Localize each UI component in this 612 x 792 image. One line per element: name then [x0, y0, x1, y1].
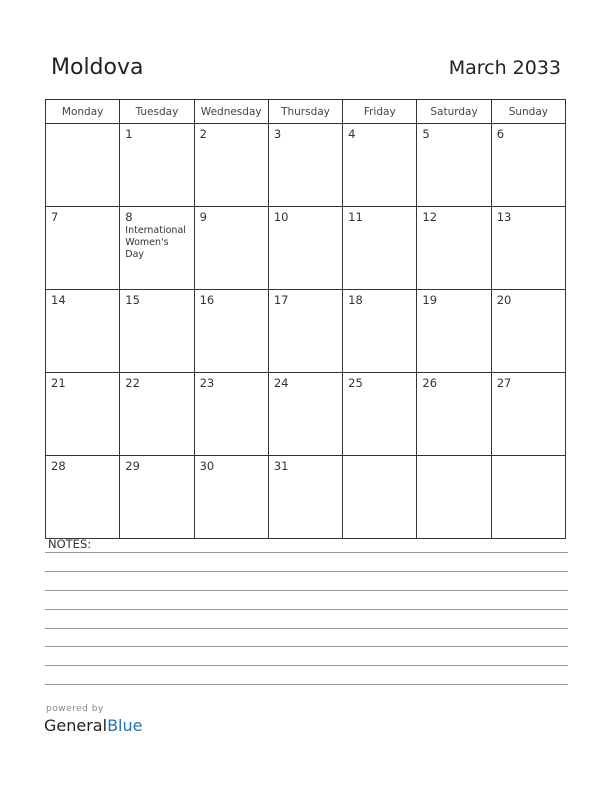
month-year-title: March 2033 [448, 57, 561, 79]
weekday-header: Wednesday [194, 100, 268, 124]
day-number: 28 [51, 459, 66, 473]
day-number: 1 [125, 127, 133, 141]
note-line [45, 646, 568, 647]
day-cell [194, 124, 268, 207]
day-cell [417, 207, 491, 290]
holiday-label: International Women's Day [125, 225, 186, 260]
day-cell [417, 373, 491, 456]
note-line [45, 628, 568, 629]
day-number: 16 [199, 293, 215, 307]
day-number: 14 [51, 293, 66, 307]
brand-name-part2: Blue [107, 716, 143, 735]
day-cell [46, 456, 120, 539]
weekday-header-row [46, 100, 566, 124]
day-number: 25 [348, 376, 363, 390]
note-line [45, 684, 568, 685]
note-line [45, 552, 568, 553]
day-cell [268, 207, 342, 290]
day-cell [491, 290, 565, 373]
day-number: 20 [496, 293, 512, 307]
day-number: 8 [125, 210, 133, 224]
day-cell [120, 124, 194, 207]
day-cell [491, 207, 565, 290]
day-cell [268, 373, 342, 456]
day-cell [491, 373, 565, 456]
day-cell [268, 124, 342, 207]
country-title: Moldova [51, 55, 144, 80]
weekday-header: Monday [46, 100, 120, 124]
day-cell [343, 290, 417, 373]
note-line [45, 665, 568, 666]
day-number: 13 [496, 210, 512, 224]
day-number: 29 [125, 459, 140, 473]
day-cell [491, 456, 565, 539]
day-number: 7 [51, 210, 59, 224]
day-cell [120, 373, 194, 456]
day-cell [417, 456, 491, 539]
day-cell [194, 290, 268, 373]
note-line [45, 571, 568, 572]
day-cell [46, 373, 120, 456]
day-cell [343, 373, 417, 456]
notes-label: NOTES: [48, 537, 92, 551]
day-cell [46, 290, 120, 373]
day-cell [343, 456, 417, 539]
day-number: 27 [496, 376, 512, 390]
day-cell [120, 456, 194, 539]
day-number: 15 [125, 293, 140, 307]
day-cell [268, 290, 342, 373]
day-number: 6 [496, 127, 505, 141]
day-number: 9 [199, 210, 207, 224]
day-cell [417, 290, 491, 373]
day-cell [343, 207, 417, 290]
day-cell [343, 124, 417, 207]
note-line [45, 609, 568, 610]
weekday-header: Thursday [268, 100, 342, 124]
week-row [46, 456, 566, 539]
day-number: 4 [348, 127, 356, 141]
day-cell [194, 373, 268, 456]
weekday-header: Tuesday [120, 100, 194, 124]
day-number: 24 [273, 376, 289, 390]
day-cell [120, 290, 194, 373]
powered-by-text: powered by [46, 704, 104, 714]
note-line [45, 590, 568, 591]
day-number: 10 [273, 210, 289, 224]
week-row [46, 290, 566, 373]
day-number: 5 [422, 127, 430, 141]
day-cell [417, 124, 491, 207]
day-cell [120, 207, 194, 290]
day-number: 23 [199, 376, 215, 390]
day-number: 12 [422, 210, 438, 224]
weekday-header: Sunday [491, 100, 565, 124]
day-number: 2 [199, 127, 207, 141]
weekday-header: Saturday [417, 100, 491, 124]
week-row [46, 124, 566, 207]
brand-name-part1: General [44, 716, 108, 735]
calendar-grid [45, 99, 566, 539]
day-cell [194, 456, 268, 539]
day-cell [46, 207, 120, 290]
day-number: 19 [422, 293, 438, 307]
day-number: 22 [125, 376, 140, 390]
week-row [46, 207, 566, 290]
day-number: 21 [51, 376, 66, 390]
week-row [46, 373, 566, 456]
day-number: 17 [273, 293, 289, 307]
day-number: 18 [348, 293, 363, 307]
day-cell [46, 124, 120, 207]
day-number: 11 [348, 210, 363, 224]
day-number: 3 [273, 127, 282, 141]
day-number: 26 [422, 376, 438, 390]
weekday-header: Friday [343, 100, 417, 124]
brand-logo [44, 716, 142, 735]
day-number: 30 [199, 459, 215, 473]
day-number: 31 [273, 459, 289, 473]
day-cell [268, 456, 342, 539]
day-cell [491, 124, 565, 207]
day-cell [194, 207, 268, 290]
